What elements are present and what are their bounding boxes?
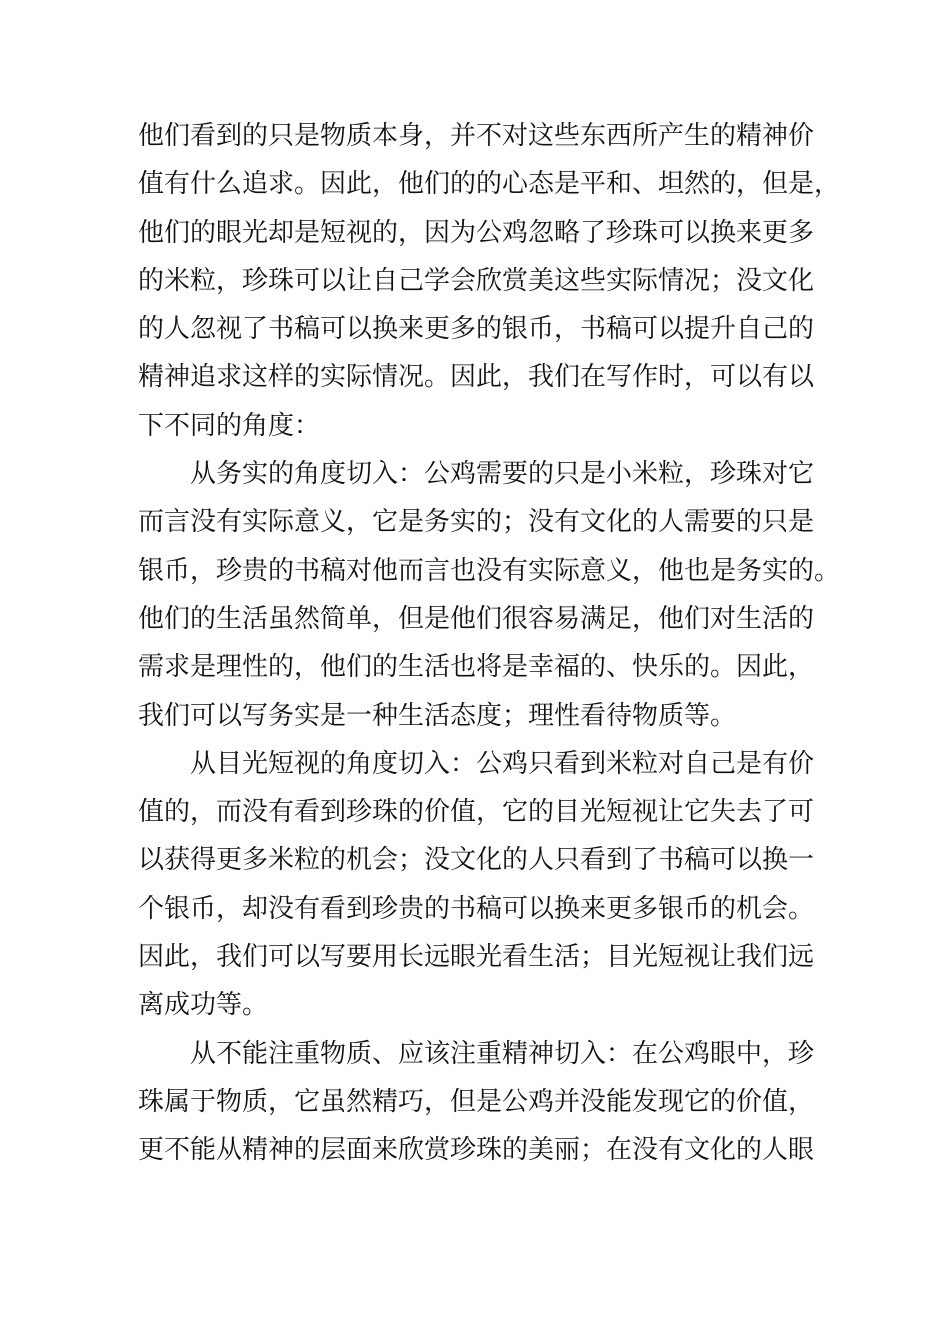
- text-line: 珠属于物质，它虽然精巧，但是公鸡并没能发现它的价值，: [138, 1086, 815, 1117]
- document-body: [138, 112, 841, 1175]
- text-line: 值的，而没有看到珍珠的价值，它的目光短视让它失去了可: [138, 797, 815, 828]
- text-line: 银币，珍贵的书稿对他而言也没有实际意义，他也是务实的。: [138, 555, 841, 586]
- text-line: 的米粒，珍珠可以让自己学会欣赏美这些实际情况；没文化: [138, 265, 815, 296]
- text-line: 离成功等。: [138, 990, 269, 1021]
- paragraph-first-line: 从不能注重物质、应该注重精神切入：在公鸡眼中，珍: [190, 1038, 815, 1069]
- text-line: 他们的生活虽然简单，但是他们很容易满足，他们对生活的: [138, 603, 815, 634]
- text-line: 我们可以写务实是一种生活态度；理性看待物质等。: [138, 700, 737, 731]
- paragraph-first-line: 从目光短视的角度切入：公鸡只看到米粒对自己是有价: [190, 748, 815, 779]
- text-line: 更不能从精神的层面来欣赏珍珠的美丽；在没有文化的人眼: [138, 1135, 815, 1166]
- text-line: 精神追求这样的实际情况。因此，我们在写作时，可以有以: [138, 362, 815, 393]
- text-line: 下不同的角度：: [138, 410, 321, 441]
- text-line: 以获得更多米粒的机会；没文化的人只看到了书稿可以换一: [138, 845, 815, 876]
- paragraph-first-line: 从务实的角度切入：公鸡需要的只是小米粒，珍珠对它: [190, 459, 815, 490]
- text-line: 值有什么追求。因此，他们的的心态是平和、坦然的，但是，: [138, 169, 841, 200]
- text-line: 他们的眼光却是短视的，因为公鸡忽略了珍珠可以换来更多: [138, 217, 815, 248]
- text-line: 个银币，却没有看到珍贵的书稿可以换来更多银币的机会。: [138, 893, 815, 924]
- text-line: 的人忽视了书稿可以换来更多的银币，书稿可以提升自己的: [138, 314, 815, 345]
- text-line: 因此，我们可以写要用长远眼光看生活；目光短视让我们远: [138, 942, 815, 973]
- text-line: 他们看到的只是物质本身，并不对这些东西所产生的精神价: [138, 121, 815, 151]
- text-line: 需求是理性的，他们的生活也将是幸福的、快乐的。因此，: [138, 652, 815, 683]
- text-line: 而言没有实际意义，它是务实的；没有文化的人需要的只是: [138, 507, 815, 538]
